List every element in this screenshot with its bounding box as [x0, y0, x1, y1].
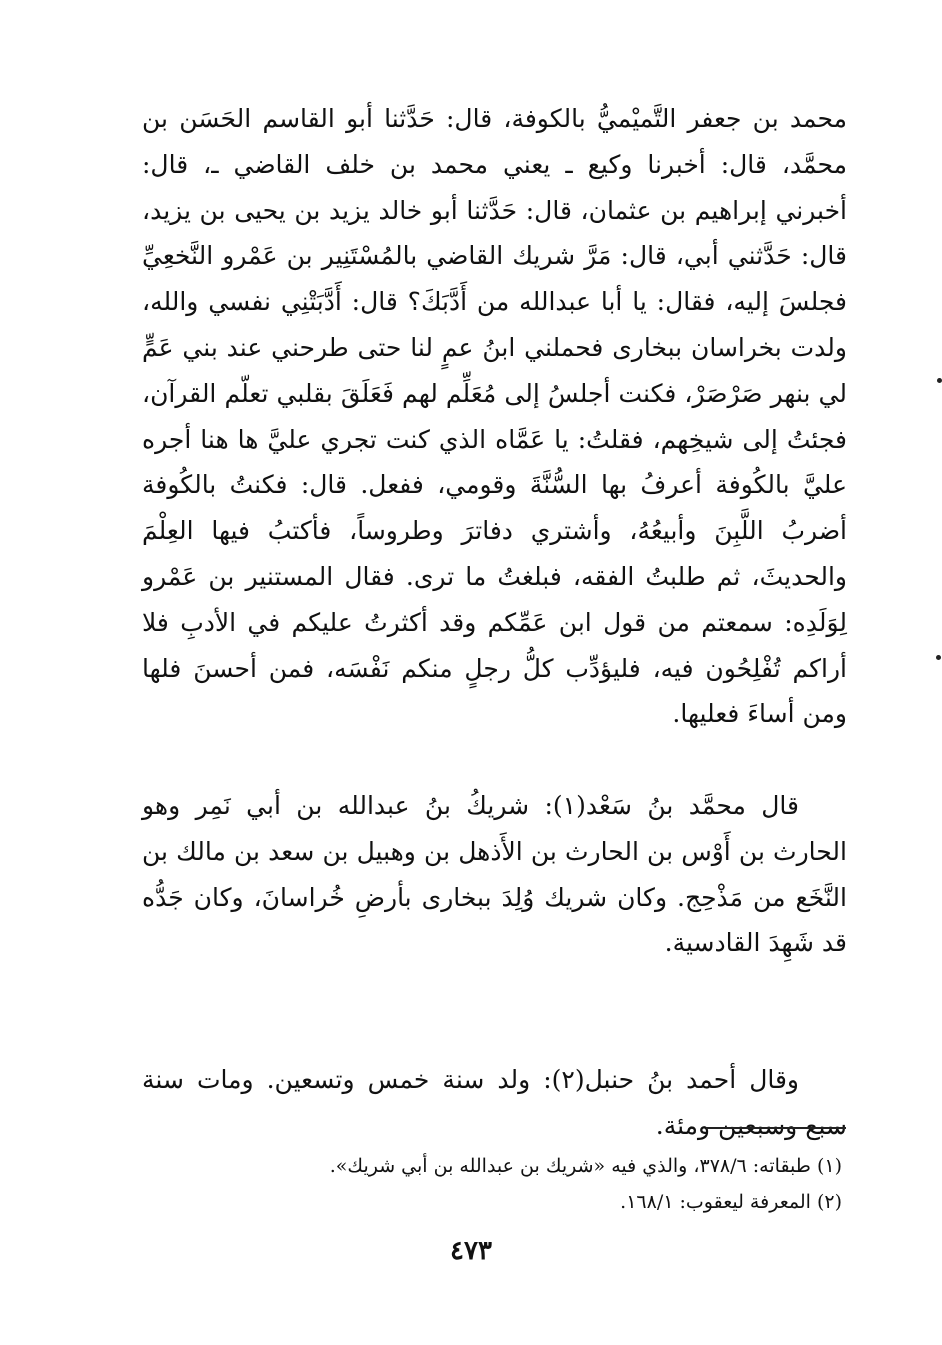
page-number: ٤٧٣	[450, 1236, 492, 1266]
paragraph-ahmad-ibn-hanbal: وقال أحمد بنُ حنبل(٢): ولد سنة خمس وتسعين. ومات سنة سبع وسبعين ومئة.	[142, 1065, 847, 1140]
scan-speck	[936, 655, 941, 660]
paragraph-narration: محمد بن جعفر التَّميْميُّ بالكوفة، قال: حَدَّثنا أبو القاسم الحَسَن بن محمَّد، قال: أخبرنا وكيع ـ يعني محمد بن خلف القاضي ـ، قال: أخبرني إبراهيم بن عثمان، قال: حَدَّثنا أبو خالد يزيد بن يحيى بن يزيد، قال: حَدَّثني أبي، قال: مَرَّ شريك القاضي بالمُسْتَنِير بن عَمْرو النَّخعِيِّ فجلسَ إليه، فقال: يا أبا عبدالله من أَدَّبَكَ؟ قال: أَدَّبَتْنِي نفسي والله، ولدت بخراسان ببخارى فحملني ابنُ عمٍ لنا حتى طرحني عند بني عَمٍّ لي بنهر صَرْصَرْ، فكنت أجلسُ إلى مُعَلِّم لهم فَعَلَقَ بقلبي تعلّم القرآن، فجئتُ إلى شيخِهم، فقلتُ: يا عَمَّاه الذي كنت تجري عليَّ ها هنا أجره عليَّ بالكُوفة أعرفُ بها السُّنَّةَ وقومي، ففعل. قال: فكنتُ بالكُوفة أضربُ اللَّبِنَ وأبيعُهُ، وأشتري دفاترَ وطروساً، فأكتبُ فيها العِلْمَ والحديثَ، ثم طلبتُ الفقه، فبلغتُ ما ترى. فقال المستنير بن عَمْرو لِوَلَدِه: سمعتم من قول ابن عَمِّكم وقد أكثرتُ عليكم في الأدبِ فلا أراكم تُفْلِحُون فيه، فليؤدِّب كلُّ رجلٍ منكم نَفْسَه، فمن أحسنَ فلها ومن أساءَ فعليها.	[142, 104, 847, 729]
footnote-separator	[706, 1127, 846, 1129]
footnotes	[200, 1148, 842, 1220]
footnote-1: (١) طبقاته: ٣٧٨/٦، والذي فيه «شريك بن عبدالله بن أبي شريك».	[329, 1155, 842, 1177]
footnote-2: (٢) المعرفة ليعقوب: ١٦٨/١.	[620, 1191, 842, 1213]
paragraph-ibn-saad: قال محمَّد بنُ سَعْد(١): شريكُ بنُ عبدالله بن أبي نَمِر وهو الحارث بن أَوْس بن الحارث بن الأَذهل بن وهبيل بن سعد بن مالك بن النَّخَع من مَذْحِج. وكان شريك وُلِدَ ببخارى بأرضِ خُراسانَ، وكان جَدُّه قد شَهِدَ القادسية.	[142, 791, 847, 958]
main-text	[142, 96, 847, 1149]
scan-speck	[937, 378, 942, 383]
